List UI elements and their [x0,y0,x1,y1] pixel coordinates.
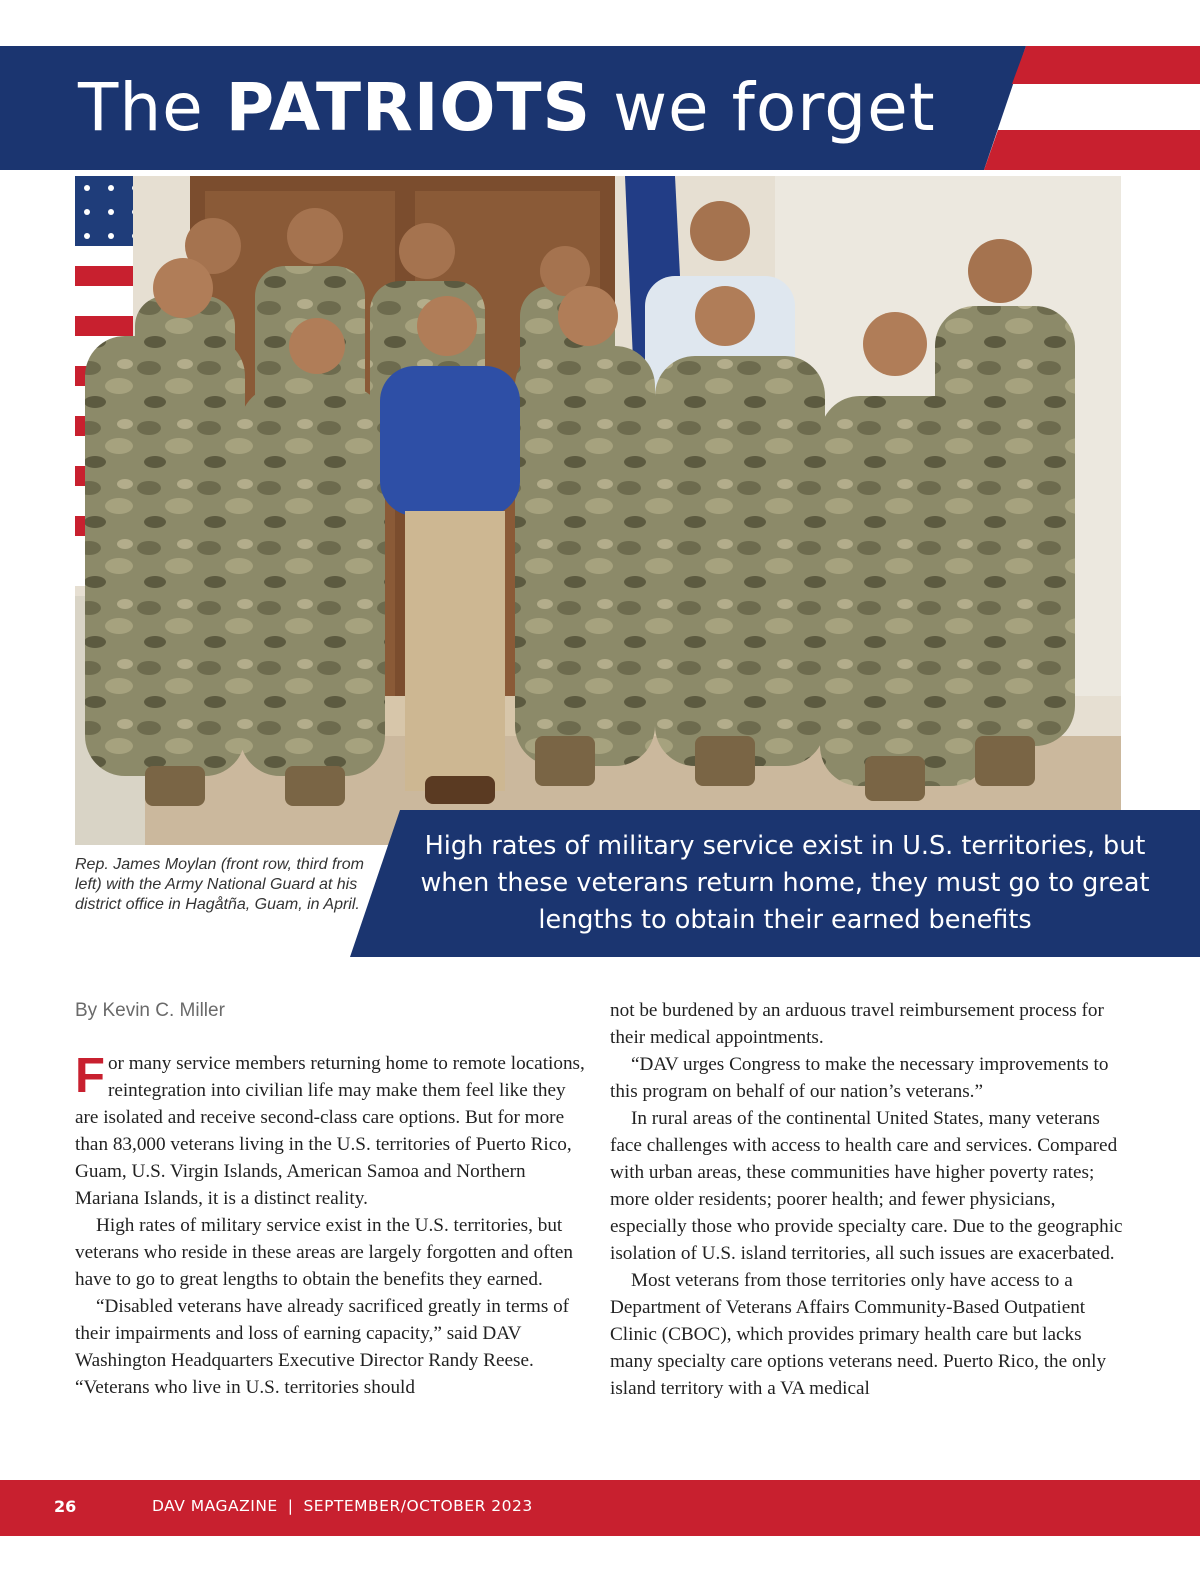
article-column-left [75,1050,590,1401]
paragraph: “DAV urges Congress to make the necessary improvements to this program on behalf of our nation’s veterans.” [610,1054,1109,1102]
paragraph: Most veterans from those territories only have access to a Department of Veterans Affairs Community-Based Outpatient Clinic (CBOC), which provides primary health care but lacks many specialty care options veterans need. Puerto Rico, the only island territory with a VA medical [610,1270,1107,1399]
footer-separator: | [287,1497,294,1515]
photo-caption: Rep. James Moylan (front row, third from left) with the Army National Guard at his district office in Hagåtña, Guam, in April. [75,856,364,913]
flag-stripes-graphic [960,46,1200,170]
group-photo [75,176,1121,845]
deck-text: High rates of military service exist in U.S. territories, but when these veterans return home, they must go to great lengths to obtain their earned benefits [420,831,1150,935]
paragraph [75,1050,590,1212]
page-number: 26 [54,1497,77,1516]
magazine-name: DAV MAGAZINE [152,1497,278,1515]
deck-banner [350,810,1200,957]
paragraph: In rural areas of the continental United States, many veterans face challenges with access to health care and services. Compared with urban areas, these communities have higher poverty rates; more older residents; poorer health; and fewer physicians, especially those who provide specialty care. Due to the geographic isolation of U.S. island territories, all such issues are exacerbated. [610,1108,1123,1264]
byline: By Kevin C. Miller [75,1000,225,1021]
paragraph: “Disabled veterans have already sacrificed greatly in terms of their impairments and loss of earning capacity,” said DAV Washington Headquarters Executive Director Randy Reese. “Veterans who live in U.S. territories should [75,1296,570,1398]
article-column-right [610,997,1125,1402]
title-bold: PATRIOTS [225,69,592,146]
issue-date: SEPTEMBER/OCTOBER 2023 [303,1497,533,1515]
paragraph-text: or many service members returning home to remote locations, reintegration into civilian life may make them feel like they are isolated and receive second-class care options. But for more than 83,000 veterans living in the U.S. territories of Puerto Rico, Guam, U.S. Virgin Islands, American Samoa and Northern Mariana Islands, it is a distinct reality. [75,1053,585,1209]
page-title [78,68,936,148]
paragraph: not be burdened by an arduous travel reimbursement process for their medical appointments. [610,1000,1104,1048]
drop-cap: F [75,1049,105,1103]
page-footer [0,1480,1200,1536]
title-post: we forget [613,69,936,146]
title-pre: The [78,69,204,146]
paragraph: High rates of military service exist in the U.S. territories, but veterans who reside in these areas are largely forgotten and often have to go to great lengths to obtain the benefits they earned. [75,1215,573,1290]
publication-info [152,1497,533,1515]
